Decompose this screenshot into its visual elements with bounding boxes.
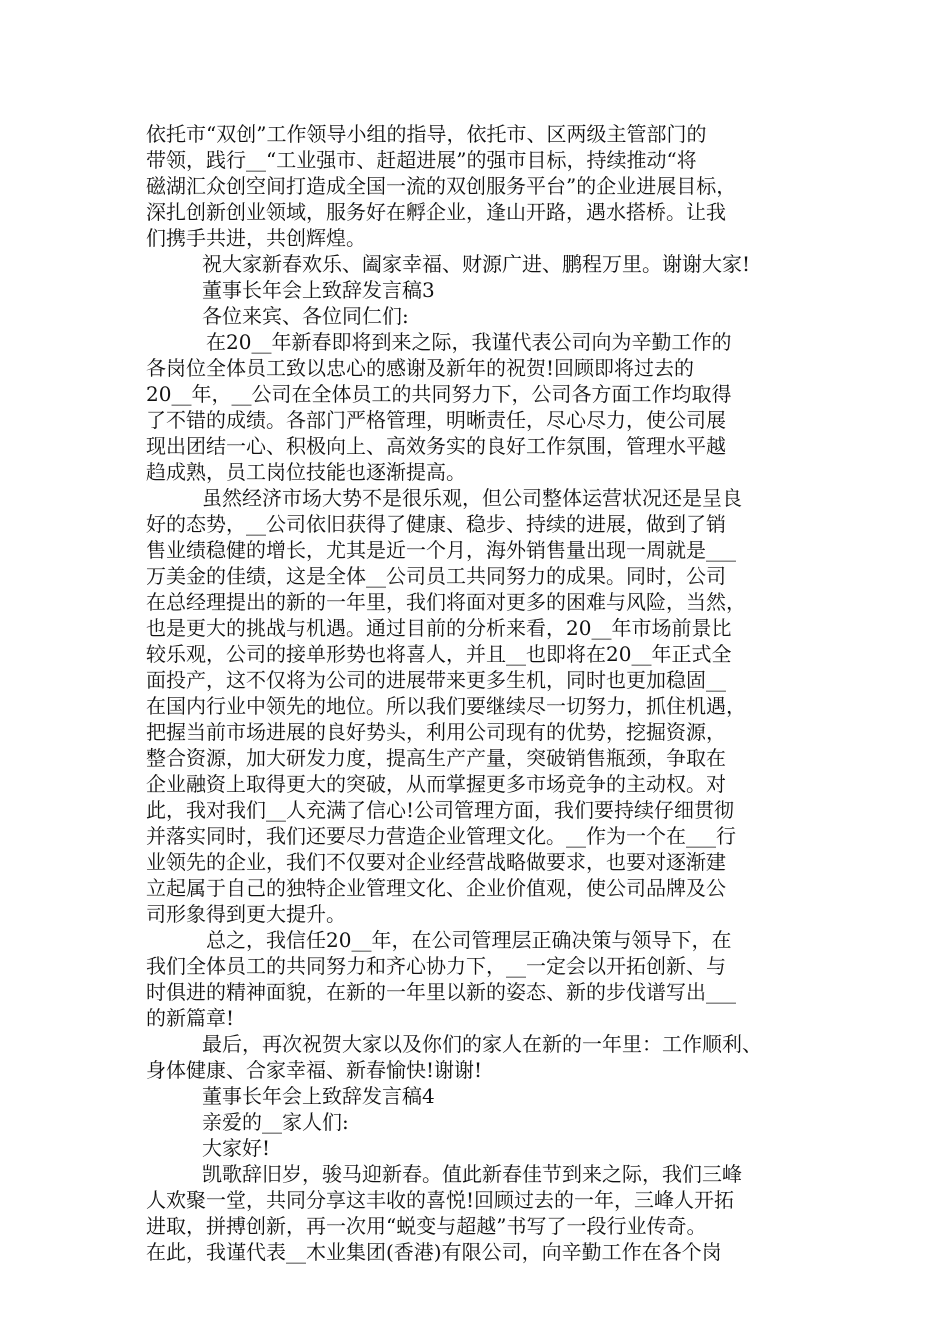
text-line: 万美金的佳绩，这是全体__公司员工共同努力的成果。同时，公司 (146, 564, 726, 588)
text-line: 司形象得到更大提升。 (146, 902, 346, 926)
text-line: 总之，我信任20__年，在公司管理层正确决策与领导下，在 (206, 928, 732, 952)
document-body (146, 121, 822, 1265)
text-line: 深扎创新创业领域，服务好在孵企业，逢山开路，遇水搭桥。让我 (146, 200, 726, 224)
text-line: 董事长年会上致辞发言稿4 (202, 1084, 435, 1108)
text-line: 人欢聚一堂，共同分享这丰收的喜悦!回顾过去的一年，三峰人开拓 (146, 1188, 735, 1212)
text-line: 大家好! (202, 1136, 271, 1160)
text-line: 20__年，__公司在全体员工的共同努力下，公司各方面工作均取得 (146, 382, 732, 406)
text-line: 现出团结一心、积极向上、高效务实的良好工作氛围，管理水平越 (146, 434, 726, 458)
text-line: 时俱进的精神面貌，在新的一年里以新的姿态、新的步伐谱写出___ (146, 980, 736, 1004)
text-line: 祝大家新春欢乐、阖家幸福、财源广进、鹏程万里。谢谢大家! (202, 252, 751, 276)
text-line: 凯歌辞旧岁，骏马迎新春。值此新春佳节到来之际，我们三峰 (202, 1162, 742, 1186)
text-line: 进取，拼搏创新，再一次用“蜕变与超越”书写了一段行业传奇。 (146, 1214, 707, 1238)
text-line: 在20__年新春即将到来之际，我谨代表公司向为辛勤工作的 (206, 330, 732, 354)
text-line: 趋成熟，员工岗位技能也逐渐提高。 (146, 460, 466, 484)
text-line: 各位来宾、各位同仁们: (202, 304, 409, 328)
text-line: 磁湖汇众创空间打造成全国一流的双创服务平台”的企业进展目标， (146, 174, 737, 198)
text-line: 也是更大的挑战与机遇。通过目前的分析来看，20__年市场前景比 (146, 616, 732, 640)
text-line: 企业融资上取得更大的突破，从而掌握更多市场竞争的主动权。对 (146, 772, 726, 796)
text-line: 董事长年会上致辞发言稿3 (202, 278, 435, 302)
text-line: 此，我对我们__人充满了信心!公司管理方面，我们要持续仔细贯彻 (146, 798, 735, 822)
text-line: 售业绩稳健的增长，尤其是近一个月，海外销售量出现一周就是___ (146, 538, 736, 562)
text-line: 带领，践行__“工业强市、赶超进展”的强市目标，持续推动“将 (146, 148, 697, 172)
text-line: 较乐观，公司的接单形势也将喜人，并且__也即将在20__年正式全 (146, 642, 732, 666)
text-line: 身体健康、合家幸福、新春愉快!谢谢! (146, 1058, 483, 1082)
text-line: 了不错的成绩。各部门严格管理，明晰责任，尽心尽力，使公司展 (146, 408, 726, 432)
text-line: 在国内行业中领先的地位。所以我们要继续尽一切努力，抓住机遇， (146, 694, 746, 718)
text-line: 我们全体员工的共同努力和齐心协力下，__一定会以开拓创新、与 (146, 954, 726, 978)
text-line: 们携手共进，共创辉煌。 (146, 226, 366, 250)
text-line: 虽然经济市场大势不是很乐观，但公司整体运营状况还是呈良 (202, 486, 742, 510)
text-line: 在此，我谨代表__木业集团(香港)有限公司，向辛勤工作在各个岗 (146, 1240, 722, 1264)
text-line: 各岗位全体员工致以忠心的感谢及新年的祝贺!回顾即将过去的 (146, 356, 695, 380)
text-line: 把握当前市场进展的良好势头，利用公司现有的优势，挖掘资源， (146, 720, 726, 744)
text-line: 并落实同时，我们还要尽力营造企业管理文化。__作为一个在___行 (146, 824, 736, 848)
text-line: 在总经理提出的新的一年里，我们将面对更多的困难与风险，当然， (146, 590, 746, 614)
text-line: 的新篇章! (146, 1006, 235, 1030)
text-line: 立起属于自己的独特企业管理文化、企业价值观，使公司品牌及公 (146, 876, 726, 900)
text-line: 依托市“双创”工作领导小组的指导，依托市、区两级主管部门的 (146, 122, 707, 146)
text-line: 整合资源，加大研发力度，提高生产产量，突破销售瓶颈，争取在 (146, 746, 726, 770)
text-line: 好的态势，__公司依旧获得了健康、稳步、持续的进展，做到了销 (146, 512, 726, 536)
text-line: 业领先的企业，我们不仅要对企业经营战略做要求，也要对逐渐建 (146, 850, 726, 874)
text-line: 亲爱的__家人们: (202, 1110, 349, 1134)
text-line: 最后，再次祝贺大家以及你们的家人在新的一年里：工作顺利、 (202, 1032, 762, 1056)
text-line: 面投产，这不仅将为公司的进展带来更多生机，同时也更加稳固__ (146, 668, 726, 692)
